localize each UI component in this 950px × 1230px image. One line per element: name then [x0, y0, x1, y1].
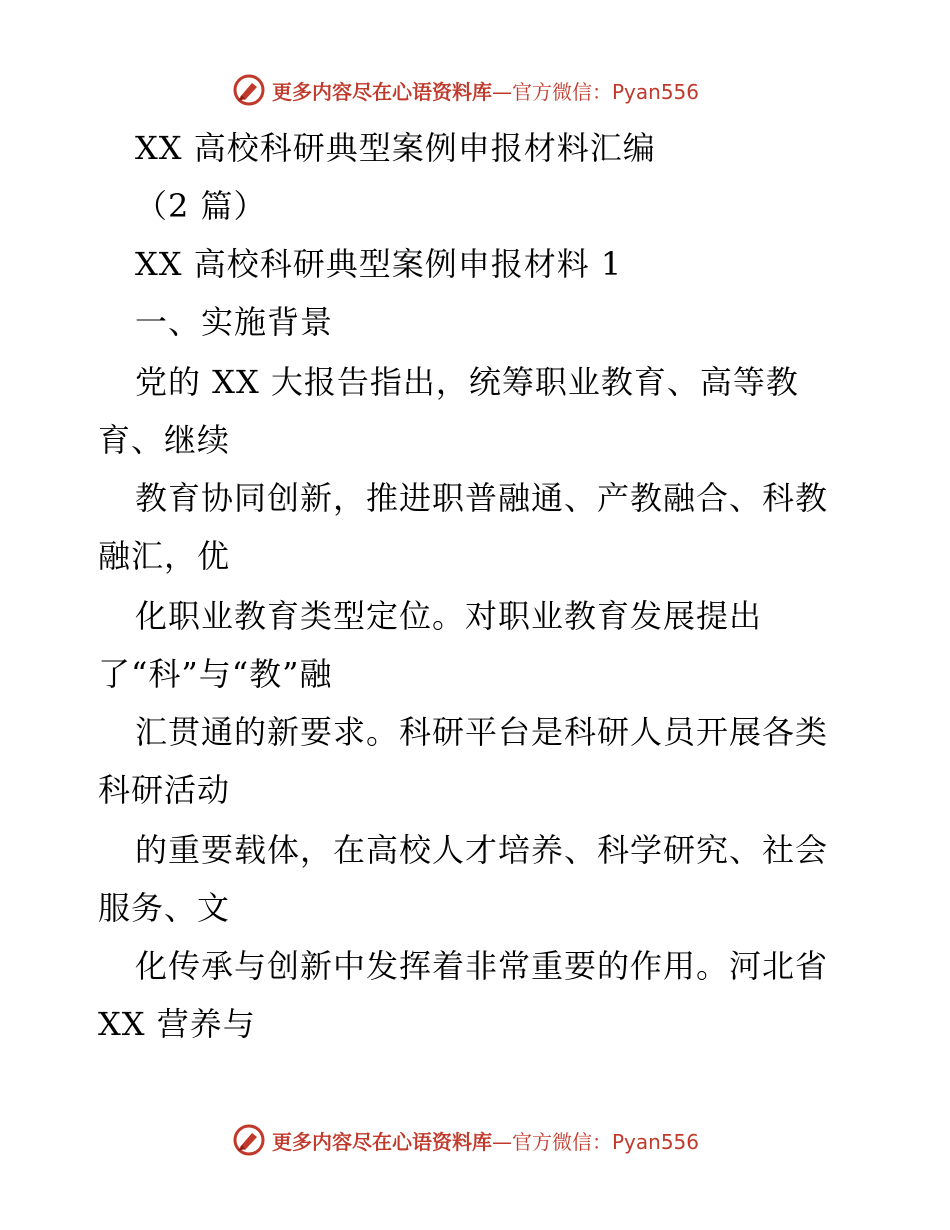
paragraph-line: 党的 XX 大报告指出，统筹职业教育、高等教: [135, 363, 799, 401]
paragraph-line: 科研活动: [98, 771, 231, 809]
paragraph-line: 融汇，优: [98, 537, 231, 575]
paragraph-line: 了“科”与“教”融: [98, 655, 333, 693]
paragraph-line: XX 营养与: [98, 1005, 256, 1043]
paragraph-line: 教育协同创新，推进职普融通、产教融合、科教: [135, 479, 829, 517]
paragraph-line: 化传承与创新中发挥着非常重要的作用。河北省: [135, 947, 829, 985]
section-title: XX 高校科研典型案例申报材料 1: [135, 245, 623, 283]
section-heading: 一、实施背景: [135, 303, 334, 341]
paragraph-line: 服务、文: [98, 889, 231, 927]
paragraph-line: 汇贯通的新要求。科研平台是科研人员开展各类: [135, 713, 829, 751]
watermark-text: 更多内容尽在心语资料库—官方微信：Pyan556: [272, 1129, 700, 1154]
paragraph-line: 的重要载体，在高校人才培养、科学研究、社会: [135, 831, 829, 869]
pen-logo-icon: [232, 1123, 266, 1157]
paragraph-line: 育、继续: [98, 421, 231, 459]
watermark-text: 更多内容尽在心语资料库—官方微信：Pyan556: [272, 79, 700, 104]
paragraph-line: 化职业教育类型定位。对职业教育发展提出: [135, 597, 763, 635]
document-subtitle: （2 篇）: [135, 187, 267, 225]
header-watermark: [232, 70, 699, 110]
pen-logo-icon: [232, 73, 266, 107]
footer-watermark: [232, 1120, 699, 1160]
document-title: XX 高校科研典型案例申报材料汇编: [135, 129, 656, 167]
